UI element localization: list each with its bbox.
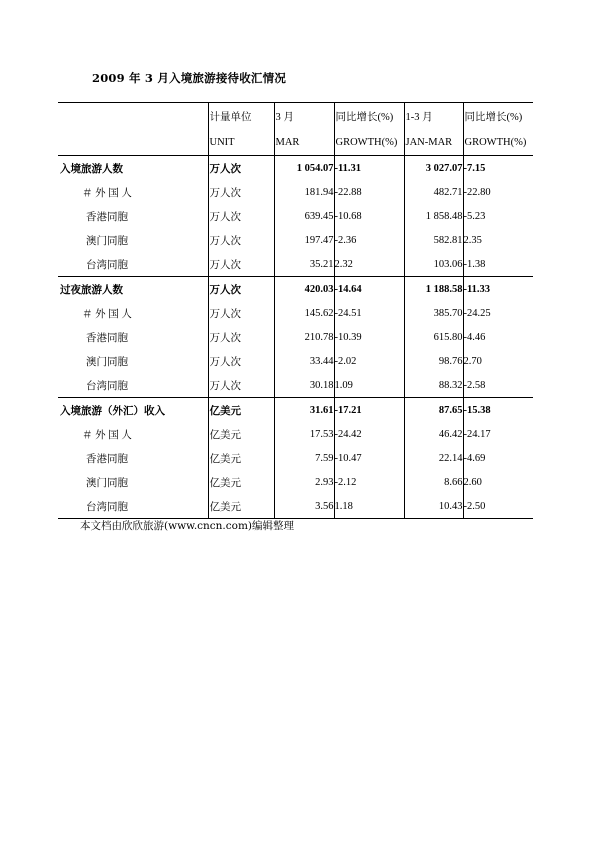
row-unit: 万人次 [208,277,274,302]
table-row [58,349,533,373]
row-ytd-value: 582.81 [404,228,463,252]
row-name: 过夜旅游人数 [60,284,123,296]
row-unit: 万人次 [208,228,274,252]
row-mar-value: 31.61 [274,398,334,423]
row-ytd-value: 1 858.48 [404,204,463,228]
row-name: 澳门同胞 [86,477,128,489]
row-unit: 万人次 [208,180,274,204]
section-row [58,156,533,181]
row-mar-growth: -10.47 [334,446,404,470]
row-ytd-value: 385.70 [404,301,463,325]
row-name: 澳门同胞 [86,235,128,247]
row-unit: 万人次 [208,325,274,349]
row-mar-value: 197.47 [274,228,334,252]
row-unit: 亿美元 [208,494,274,519]
row-ytd-value: 103.06 [404,252,463,277]
header-cell-ytd: JAN-MAR [404,129,463,156]
page-title: 2009 年 3 月入境旅游接待收汇情况 [92,71,287,85]
row-mar-value: 639.45 [274,204,334,228]
row-ytd-growth: -15.38 [463,398,533,423]
row-unit: 亿美元 [208,398,274,423]
row-mar-value: 3.56 [274,494,334,519]
row-mar-value: 2.93 [274,470,334,494]
row-unit: 万人次 [208,373,274,398]
header-cell-ytd: 1-3 月 [404,103,463,130]
row-ytd-value: 1 188.58 [404,277,463,302]
row-ytd-value: 22.14 [404,446,463,470]
row-mar-value: 210.78 [274,325,334,349]
row-mar-growth: -10.68 [334,204,404,228]
table-row [58,228,533,252]
row-unit: 亿美元 [208,470,274,494]
row-unit: 万人次 [208,301,274,325]
row-ytd-value: 98.76 [404,349,463,373]
row-mar-value: 30.18 [274,373,334,398]
row-name: 澳门同胞 [86,356,128,368]
row-mar-value: 17.53 [274,422,334,446]
header-cell-mar: MAR [274,129,334,156]
row-mar-growth: -17.21 [334,398,404,423]
row-unit: 亿美元 [208,446,274,470]
row-name: ＃ 外 国 人 [82,308,132,320]
header-cell-ytd-growth: 同比增长(%) [463,103,533,130]
table-row [58,373,533,398]
row-ytd-growth: -24.17 [463,422,533,446]
row-unit: 万人次 [208,204,274,228]
header-cell-mar-growth: GROWTH(%) [334,129,404,156]
row-unit: 万人次 [208,349,274,373]
row-ytd-growth: -22.80 [463,180,533,204]
table-row [58,180,533,204]
row-name: 入境旅游（外汇）收入 [60,405,165,417]
header-cell [58,129,208,156]
row-mar-value: 181.94 [274,180,334,204]
header-cell [58,103,208,130]
header-cell-ytd-growth: GROWTH(%) [463,129,533,156]
footer-note: 本文档由欣欣旅游(www.cncn.com)编辑整理 [80,520,295,532]
row-name: 香港同胞 [86,332,128,344]
row-ytd-growth: -5.23 [463,204,533,228]
table-row [58,325,533,349]
row-name: 入境旅游人数 [60,163,123,175]
row-ytd-value: 10.43 [404,494,463,519]
table-row [58,422,533,446]
row-ytd-growth: -11.33 [463,277,533,302]
row-ytd-growth: -2.50 [463,494,533,519]
row-unit: 万人次 [208,252,274,277]
row-mar-growth: -10.39 [334,325,404,349]
table-row [58,470,533,494]
row-ytd-value: 46.42 [404,422,463,446]
table-row [58,301,533,325]
row-unit: 亿美元 [208,422,274,446]
row-mar-growth: 1.09 [334,373,404,398]
row-name: 香港同胞 [86,453,128,465]
row-mar-value: 145.62 [274,301,334,325]
row-ytd-value: 3 027.07 [404,156,463,181]
row-mar-growth: -22.88 [334,180,404,204]
row-mar-growth: -2.02 [334,349,404,373]
header-row-cn [58,103,533,130]
row-ytd-growth: 2.70 [463,349,533,373]
table-row [58,446,533,470]
row-name: ＃ 外 国 人 [82,429,132,441]
row-ytd-value: 87.65 [404,398,463,423]
row-ytd-growth: -4.69 [463,446,533,470]
row-mar-value: 33.44 [274,349,334,373]
row-mar-value: 35.21 [274,252,334,277]
row-mar-growth: 2.32 [334,252,404,277]
row-ytd-value: 88.32 [404,373,463,398]
header-cell-unit: 计量单位 [208,103,274,130]
row-mar-growth: -14.64 [334,277,404,302]
row-ytd-growth: -24.25 [463,301,533,325]
row-mar-value: 1 054.07 [274,156,334,181]
row-mar-growth: -2.36 [334,228,404,252]
row-ytd-growth: -2.58 [463,373,533,398]
row-mar-value: 420.03 [274,277,334,302]
table-row [58,204,533,228]
row-ytd-growth: -1.38 [463,252,533,277]
header-row-en [58,129,533,156]
row-mar-growth: -24.51 [334,301,404,325]
row-mar-growth: -24.42 [334,422,404,446]
table-row [58,252,533,277]
row-mar-growth: 1.18 [334,494,404,519]
row-name: ＃ 外 国 人 [82,187,132,199]
row-name: 台湾同胞 [86,259,128,271]
row-ytd-growth: -4.46 [463,325,533,349]
row-name: 香港同胞 [86,211,128,223]
row-mar-value: 7.59 [274,446,334,470]
row-name: 台湾同胞 [86,380,128,392]
section-row [58,398,533,423]
header-cell-mar-growth: 同比增长(%) [334,103,404,130]
table-row [58,494,533,519]
row-ytd-growth: 2.60 [463,470,533,494]
row-ytd-value: 482.71 [404,180,463,204]
header-cell-mar: 3 月 [274,103,334,130]
row-ytd-value: 8.66 [404,470,463,494]
row-ytd-value: 615.80 [404,325,463,349]
section-row [58,277,533,302]
row-unit: 万人次 [208,156,274,181]
tourism-table [58,102,533,519]
row-mar-growth: -11.31 [334,156,404,181]
row-ytd-growth: -7.15 [463,156,533,181]
header-cell-unit: UNIT [208,129,274,156]
row-ytd-growth: 2.35 [463,228,533,252]
row-mar-growth: -2.12 [334,470,404,494]
row-name: 台湾同胞 [86,501,128,513]
